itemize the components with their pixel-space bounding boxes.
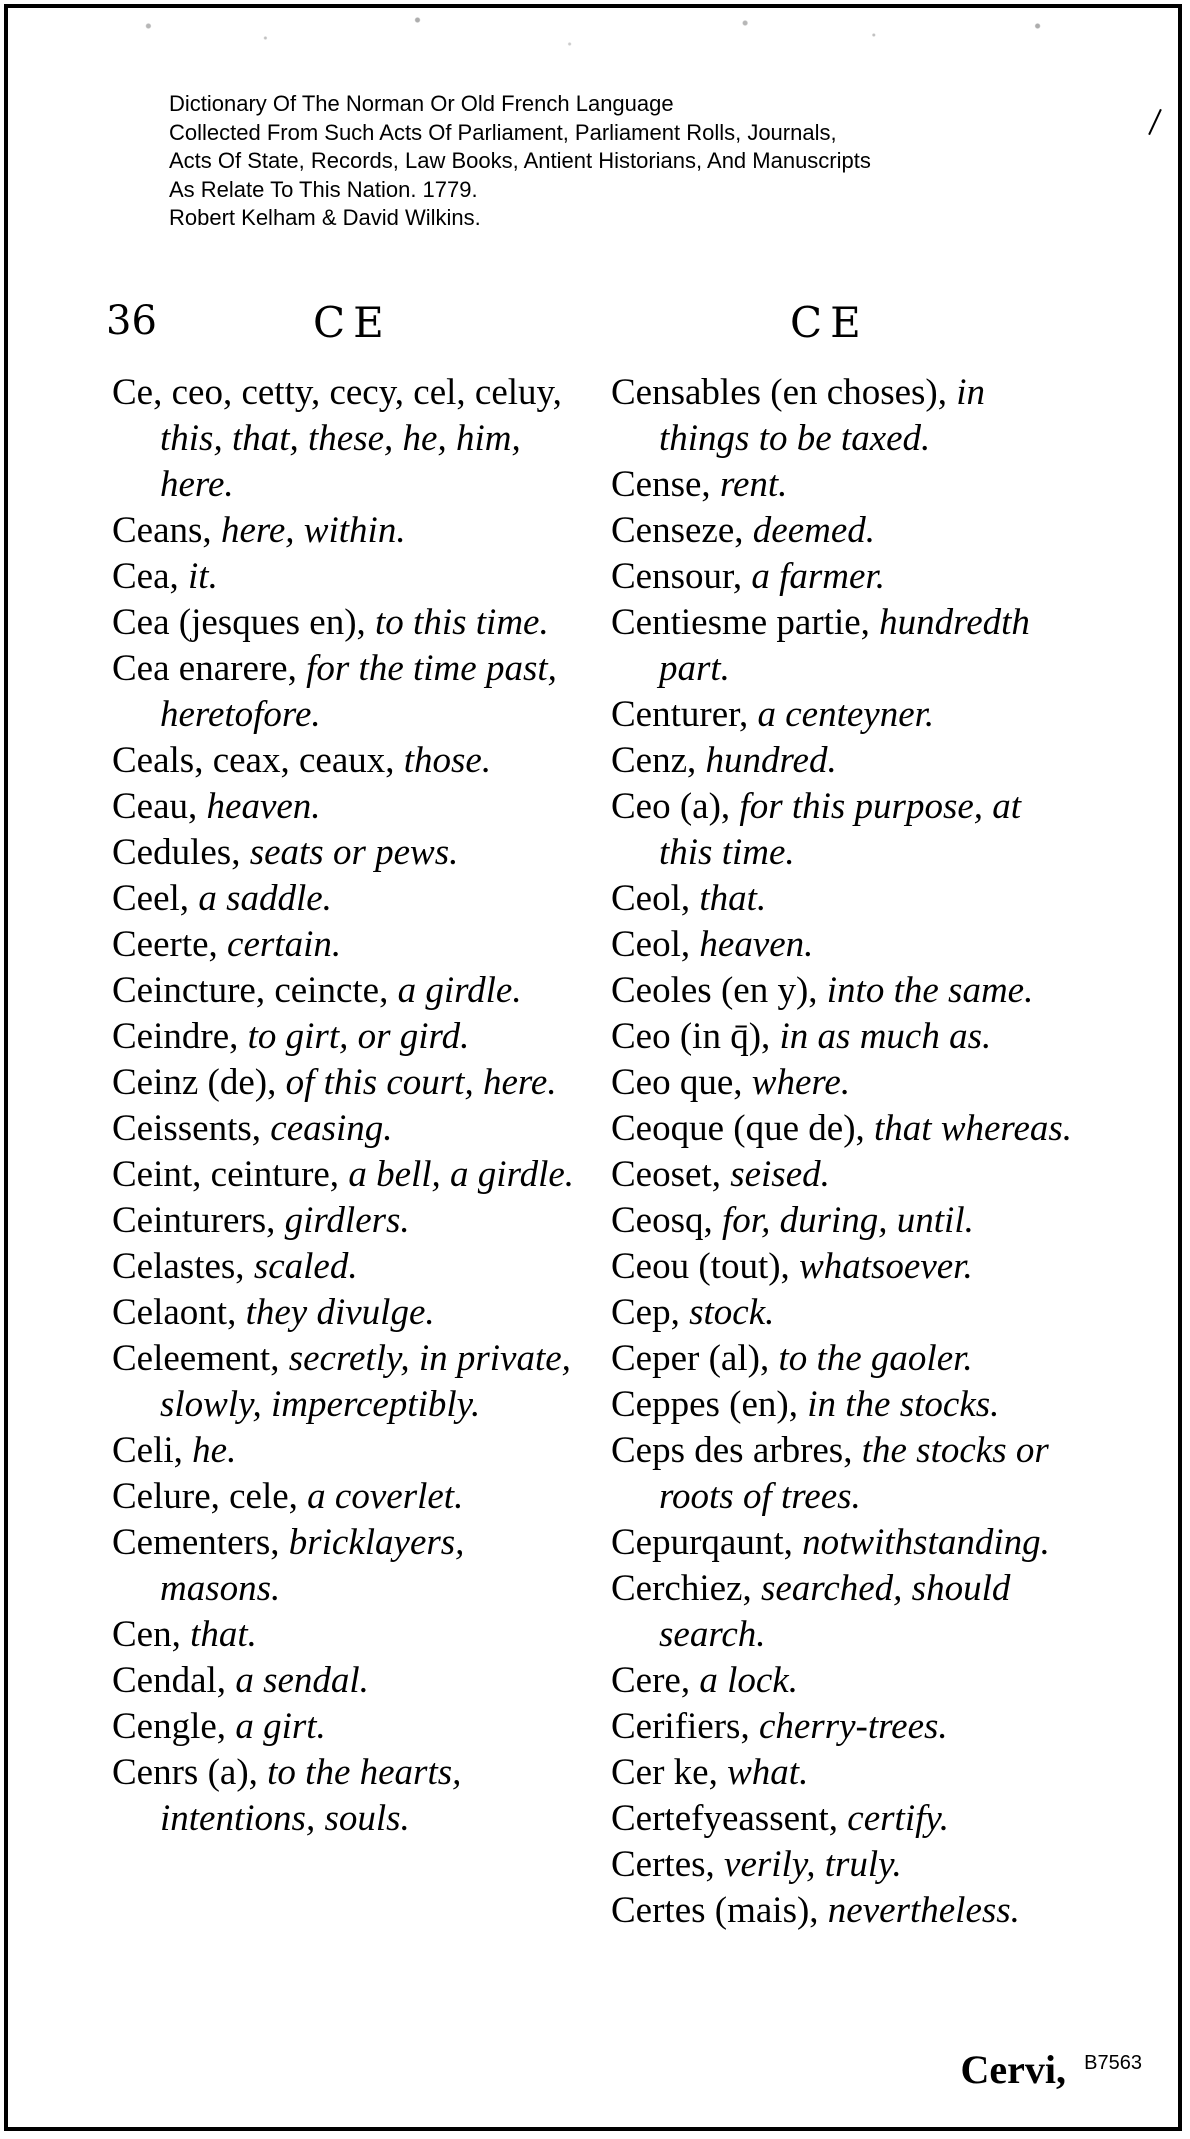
entry-definition: they divulge.	[245, 1292, 435, 1333]
entry-headword: Cedules,	[112, 832, 241, 873]
entry-definition: to girt, or gird.	[247, 1016, 470, 1057]
dictionary-entry	[112, 1612, 582, 1658]
entry-headword: Celure, cele,	[112, 1476, 298, 1517]
dictionary-entry	[611, 738, 1081, 784]
entry-definition: for this purpose, at this time.	[659, 786, 1022, 873]
entry-headword: Ceinz (de),	[112, 1062, 277, 1103]
entry-headword: Cengle,	[112, 1706, 227, 1747]
entry-definition: ceasing.	[270, 1108, 393, 1149]
dictionary-entry	[112, 1060, 582, 1106]
dictionary-entry	[112, 830, 582, 876]
entry-headword: Ceoles (en y),	[611, 970, 818, 1011]
dictionary-entry	[112, 968, 582, 1014]
dictionary-entry	[112, 1520, 582, 1612]
dictionary-entry	[112, 1474, 582, 1520]
dictionary-entry	[611, 1106, 1081, 1152]
entry-headword: Ceerte,	[112, 924, 218, 965]
entry-definition: hundredth part.	[659, 602, 1030, 689]
dictionary-entry	[611, 1428, 1081, 1520]
dictionary-entry	[611, 1382, 1081, 1428]
entry-definition: nevertheless.	[827, 1890, 1020, 1931]
dictionary-entry	[112, 1198, 582, 1244]
entry-definition: a coverlet.	[307, 1476, 464, 1517]
entry-definition: it.	[188, 556, 218, 597]
entry-definition: for the time past, heretofore.	[160, 648, 557, 735]
right-column-head: CE	[790, 298, 869, 347]
entry-headword: Celi,	[112, 1430, 183, 1471]
page-number: 36	[106, 298, 157, 344]
dictionary-entry	[112, 646, 582, 738]
entry-definition: whatsoever.	[799, 1246, 973, 1287]
entry-headword: Ceoque (que de),	[611, 1108, 865, 1149]
entry-headword: Cerchiez,	[611, 1568, 752, 1609]
entry-definition: a girt.	[235, 1706, 326, 1747]
entry-definition: into the same.	[826, 970, 1034, 1011]
dictionary-entry	[112, 1106, 582, 1152]
entry-definition: to the gaoler.	[778, 1338, 973, 1379]
source-header	[169, 90, 871, 233]
entry-definition: heaven.	[699, 924, 814, 965]
entry-definition: hundred.	[705, 740, 837, 781]
entry-definition: notwithstanding.	[802, 1522, 1050, 1563]
entry-definition: in the stocks.	[807, 1384, 1000, 1425]
dictionary-entry	[611, 692, 1081, 738]
dictionary-entry	[112, 370, 582, 508]
entry-headword: Ceo que,	[611, 1062, 743, 1103]
entry-headword: Cenz,	[611, 740, 697, 781]
dictionary-entry	[611, 554, 1081, 600]
dictionary-entry	[112, 1014, 582, 1060]
entry-headword: Ceau,	[112, 786, 198, 827]
entry-headword: Centiesme partie,	[611, 602, 870, 643]
entry-headword: Cendal,	[112, 1660, 227, 1701]
dictionary-entry	[112, 1290, 582, 1336]
entry-headword: Cea enarere,	[112, 648, 297, 689]
entry-headword: Ceosq,	[611, 1200, 713, 1241]
entry-definition: a sendal.	[235, 1660, 369, 1701]
entry-headword: Cepurqaunt,	[611, 1522, 793, 1563]
dictionary-entry	[611, 1750, 1081, 1796]
dictionary-entry	[611, 1566, 1081, 1658]
entry-headword: Ceps des arbres,	[611, 1430, 853, 1471]
dictionary-entry	[611, 876, 1081, 922]
entry-definition: seised.	[730, 1154, 830, 1195]
dictionary-entry	[112, 600, 582, 646]
entry-headword: Cen,	[112, 1614, 181, 1655]
entry-definition: in as much as.	[779, 1016, 992, 1057]
entry-definition: scaled.	[253, 1246, 358, 1287]
dictionary-entry	[611, 784, 1081, 876]
entry-definition: a saddle.	[198, 878, 332, 919]
dictionary-entry	[611, 1842, 1081, 1888]
dictionary-entry	[611, 968, 1081, 1014]
dictionary-entry	[112, 1658, 582, 1704]
dictionary-entry	[611, 1198, 1081, 1244]
entry-definition: secretly, in private, slowly, imperceptibly.	[160, 1338, 571, 1425]
entry-definition: a bell, a girdle.	[348, 1154, 575, 1195]
entry-headword: Ce, ceo, cetty, cecy, cel, celuy,	[112, 372, 562, 413]
entry-definition: rent.	[719, 464, 788, 505]
entry-definition: here, within.	[220, 510, 406, 551]
dictionary-entry	[611, 1658, 1081, 1704]
entry-definition: stock.	[689, 1292, 775, 1333]
entry-definition: in things to be taxed.	[659, 372, 986, 459]
entry-definition: for, during, until.	[722, 1200, 974, 1241]
entry-headword: Cep,	[611, 1292, 680, 1333]
dictionary-entry	[112, 508, 582, 554]
entry-definition: a centeyner.	[757, 694, 935, 735]
entry-headword: Celeement,	[112, 1338, 280, 1379]
entry-headword: Ceel,	[112, 878, 190, 919]
dictionary-entry	[112, 1244, 582, 1290]
entry-definition: of this court, here.	[285, 1062, 557, 1103]
entry-headword: Ceans,	[112, 510, 212, 551]
dictionary-entry	[611, 600, 1081, 692]
entry-definition: deemed.	[752, 510, 876, 551]
dictionary-entry	[611, 1014, 1081, 1060]
header-line: As Relate To This Nation. 1779.	[169, 176, 478, 202]
entry-definition: to the hearts, intentions, souls.	[160, 1752, 462, 1839]
entry-headword: Cere,	[611, 1660, 691, 1701]
dictionary-entry	[611, 462, 1081, 508]
entry-headword: Centurer,	[611, 694, 749, 735]
left-column	[112, 370, 582, 1842]
entry-headword: Censour,	[611, 556, 743, 597]
entry-headword: Ceppes (en),	[611, 1384, 798, 1425]
catchword: Cervi,	[960, 2047, 1066, 2092]
pen-mark	[1148, 109, 1162, 135]
page-edge-speckle	[8, 8, 1178, 68]
entry-headword: Ceissents,	[112, 1108, 262, 1149]
entry-definition: bricklayers, masons.	[160, 1522, 465, 1609]
entry-headword: Censeze,	[611, 510, 744, 551]
entry-definition: certify.	[847, 1798, 950, 1839]
left-column-head: CE	[313, 298, 392, 347]
dictionary-entry	[611, 1336, 1081, 1382]
entry-headword: Ceol,	[611, 924, 691, 965]
entry-headword: Cer ke,	[611, 1752, 718, 1793]
entry-headword: Ceincture, ceincte,	[112, 970, 389, 1011]
entry-headword: Ceou (tout),	[611, 1246, 790, 1287]
dictionary-entry	[611, 508, 1081, 554]
dictionary-entry	[112, 1428, 582, 1474]
entry-headword: Cementers,	[112, 1522, 280, 1563]
entry-definition: a lock.	[699, 1660, 798, 1701]
header-line: Dictionary Of The Norman Or Old French Language	[169, 91, 674, 116]
entry-definition: heaven.	[206, 786, 321, 827]
entry-definition: seats or pews.	[249, 832, 459, 873]
dictionary-entry	[611, 1152, 1081, 1198]
dictionary-entry	[611, 1704, 1081, 1750]
entry-headword: Ceo (in q̄),	[611, 1016, 771, 1057]
entry-definition: a farmer.	[751, 556, 885, 597]
entry-headword: Certes,	[611, 1844, 715, 1885]
entry-headword: Cea (jesques en),	[112, 602, 366, 643]
dictionary-entry	[611, 1290, 1081, 1336]
entry-headword: Ceals, ceax, ceaux,	[112, 740, 395, 781]
entry-headword: Celaont,	[112, 1292, 237, 1333]
dictionary-entry	[112, 1750, 582, 1842]
entry-definition: girdlers.	[284, 1200, 410, 1241]
entry-headword: Cenrs (a),	[112, 1752, 258, 1793]
dictionary-page	[4, 4, 1182, 2131]
entry-headword: Ceo (a),	[611, 786, 731, 827]
entry-definition: the stocks or roots of trees.	[659, 1430, 1049, 1517]
entry-headword: Certes (mais),	[611, 1890, 819, 1931]
entry-headword: Ceol,	[611, 878, 691, 919]
dictionary-entry	[112, 738, 582, 784]
reference-code: B7563	[1084, 2052, 1142, 2074]
dictionary-entry	[611, 1244, 1081, 1290]
entry-definition: certain.	[227, 924, 342, 965]
entry-definition: verily, truly.	[724, 1844, 902, 1885]
entry-definition: that whereas.	[874, 1108, 1073, 1149]
dictionary-entry	[611, 1060, 1081, 1106]
dictionary-entry	[611, 922, 1081, 968]
entry-headword: Censables (en choses),	[611, 372, 947, 413]
entry-headword: Ceinturers,	[112, 1200, 276, 1241]
header-line: Collected From Such Acts Of Parliament, Parliament Rolls, Journals,	[169, 119, 837, 145]
entry-definition: that.	[699, 878, 767, 919]
dictionary-entry	[611, 1796, 1081, 1842]
entry-headword: Ceindre,	[112, 1016, 239, 1057]
entry-definition: where.	[751, 1062, 851, 1103]
entry-definition: he.	[192, 1430, 237, 1471]
entry-definition: cherry-trees.	[758, 1706, 948, 1747]
dictionary-entry	[112, 922, 582, 968]
dictionary-entry	[112, 1152, 582, 1198]
dictionary-entry	[611, 1888, 1081, 1934]
right-column	[611, 370, 1081, 1934]
dictionary-entry	[112, 1336, 582, 1428]
entry-definition: searched, should search.	[659, 1568, 1011, 1655]
dictionary-entry	[112, 876, 582, 922]
entry-definition: a girdle.	[397, 970, 522, 1011]
entry-definition: those.	[403, 740, 492, 781]
entry-headword: Certefyeassent,	[611, 1798, 839, 1839]
entry-definition: that.	[190, 1614, 257, 1655]
entry-headword: Cea,	[112, 556, 179, 597]
header-line: Robert Kelham & David Wilkins.	[169, 205, 481, 230]
entry-definition: what.	[727, 1752, 809, 1793]
entry-headword: Celastes,	[112, 1246, 245, 1287]
entry-headword: Ceper (al),	[611, 1338, 770, 1379]
entry-definition: this, that, these, he, him, here.	[160, 418, 521, 505]
dictionary-entry	[611, 370, 1081, 462]
entry-headword: Cense,	[611, 464, 711, 505]
entry-headword: Ceint, ceinture,	[112, 1154, 340, 1195]
entry-definition: to this time.	[375, 602, 549, 643]
dictionary-entry	[112, 784, 582, 830]
dictionary-entry	[112, 1704, 582, 1750]
entry-headword: Cerifiers,	[611, 1706, 750, 1747]
dictionary-entry	[611, 1520, 1081, 1566]
entry-headword: Ceoset,	[611, 1154, 721, 1195]
dictionary-entry	[112, 554, 582, 600]
header-line: Acts Of State, Records, Law Books, Antient Historians, And Manuscripts	[169, 148, 871, 173]
